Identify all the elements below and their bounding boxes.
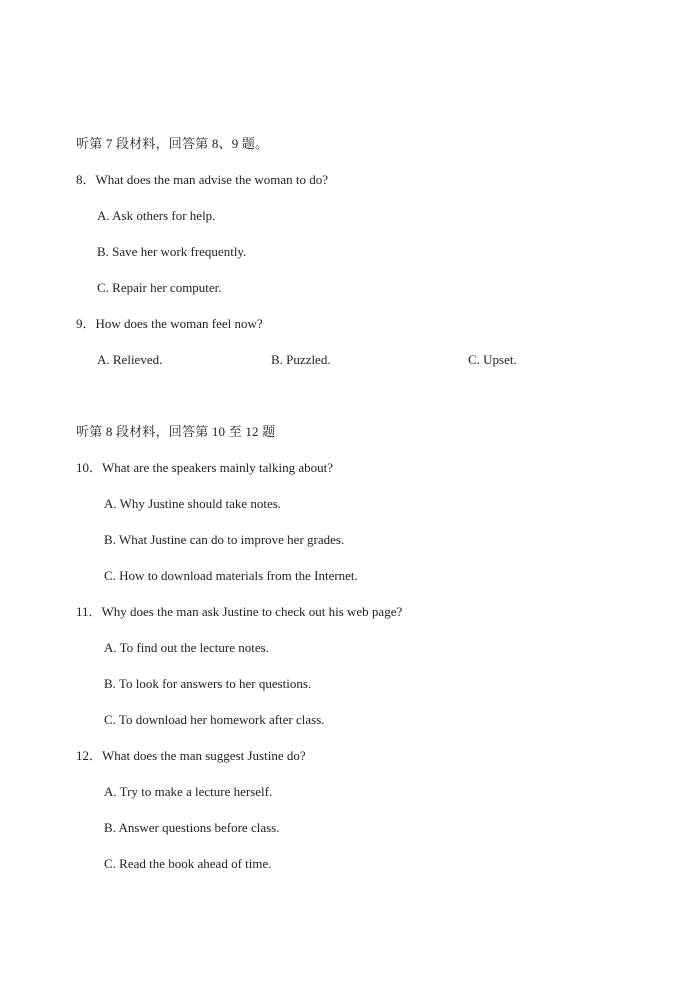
question-9-option-a: A. Relieved. xyxy=(97,352,163,367)
question-8-option-c: C. Repair her computer. xyxy=(97,280,222,295)
section-heading-8: 听第 8 段材料，回答第 10 至 12 题 xyxy=(76,424,276,439)
question-10-option-c: C. How to download materials from the Internet. xyxy=(104,568,358,583)
section-heading-7: 听第 7 段材料，回答第 8、9 题。 xyxy=(76,136,269,151)
question-10: 10．What are the speakers mainly talking about? xyxy=(76,460,334,475)
question-11-option-b: B. To look for answers to her questions. xyxy=(104,676,312,691)
question-10-option-a: A. Why Justine should take notes. xyxy=(104,496,282,511)
question-9-option-c: C. Upset. xyxy=(468,352,517,367)
question-12-option-c: C. Read the book ahead of time. xyxy=(104,856,272,871)
question-12: 12．What does the man suggest Justine do? xyxy=(76,748,306,763)
question-9-option-b: B. Puzzled. xyxy=(271,352,331,367)
question-11-option-a: A. To find out the lecture notes. xyxy=(104,640,269,655)
question-9-options-row xyxy=(97,352,557,368)
question-12-option-a: A. Try to make a lecture herself. xyxy=(104,784,273,799)
question-8: 8．What does the man advise the woman to do? xyxy=(76,172,328,187)
question-10-option-b: B. What Justine can do to improve her grades. xyxy=(104,532,345,547)
question-8-option-b: B. Save her work frequently. xyxy=(97,244,247,259)
question-12-option-b: B. Answer questions before class. xyxy=(104,820,280,835)
question-11: 11．Why does the man ask Justine to check out his web page? xyxy=(76,604,403,619)
question-8-option-a: A. Ask others for help. xyxy=(97,208,216,223)
question-11-option-c: C. To download her homework after class. xyxy=(104,712,325,727)
question-9: 9．How does the woman feel now? xyxy=(76,316,263,331)
